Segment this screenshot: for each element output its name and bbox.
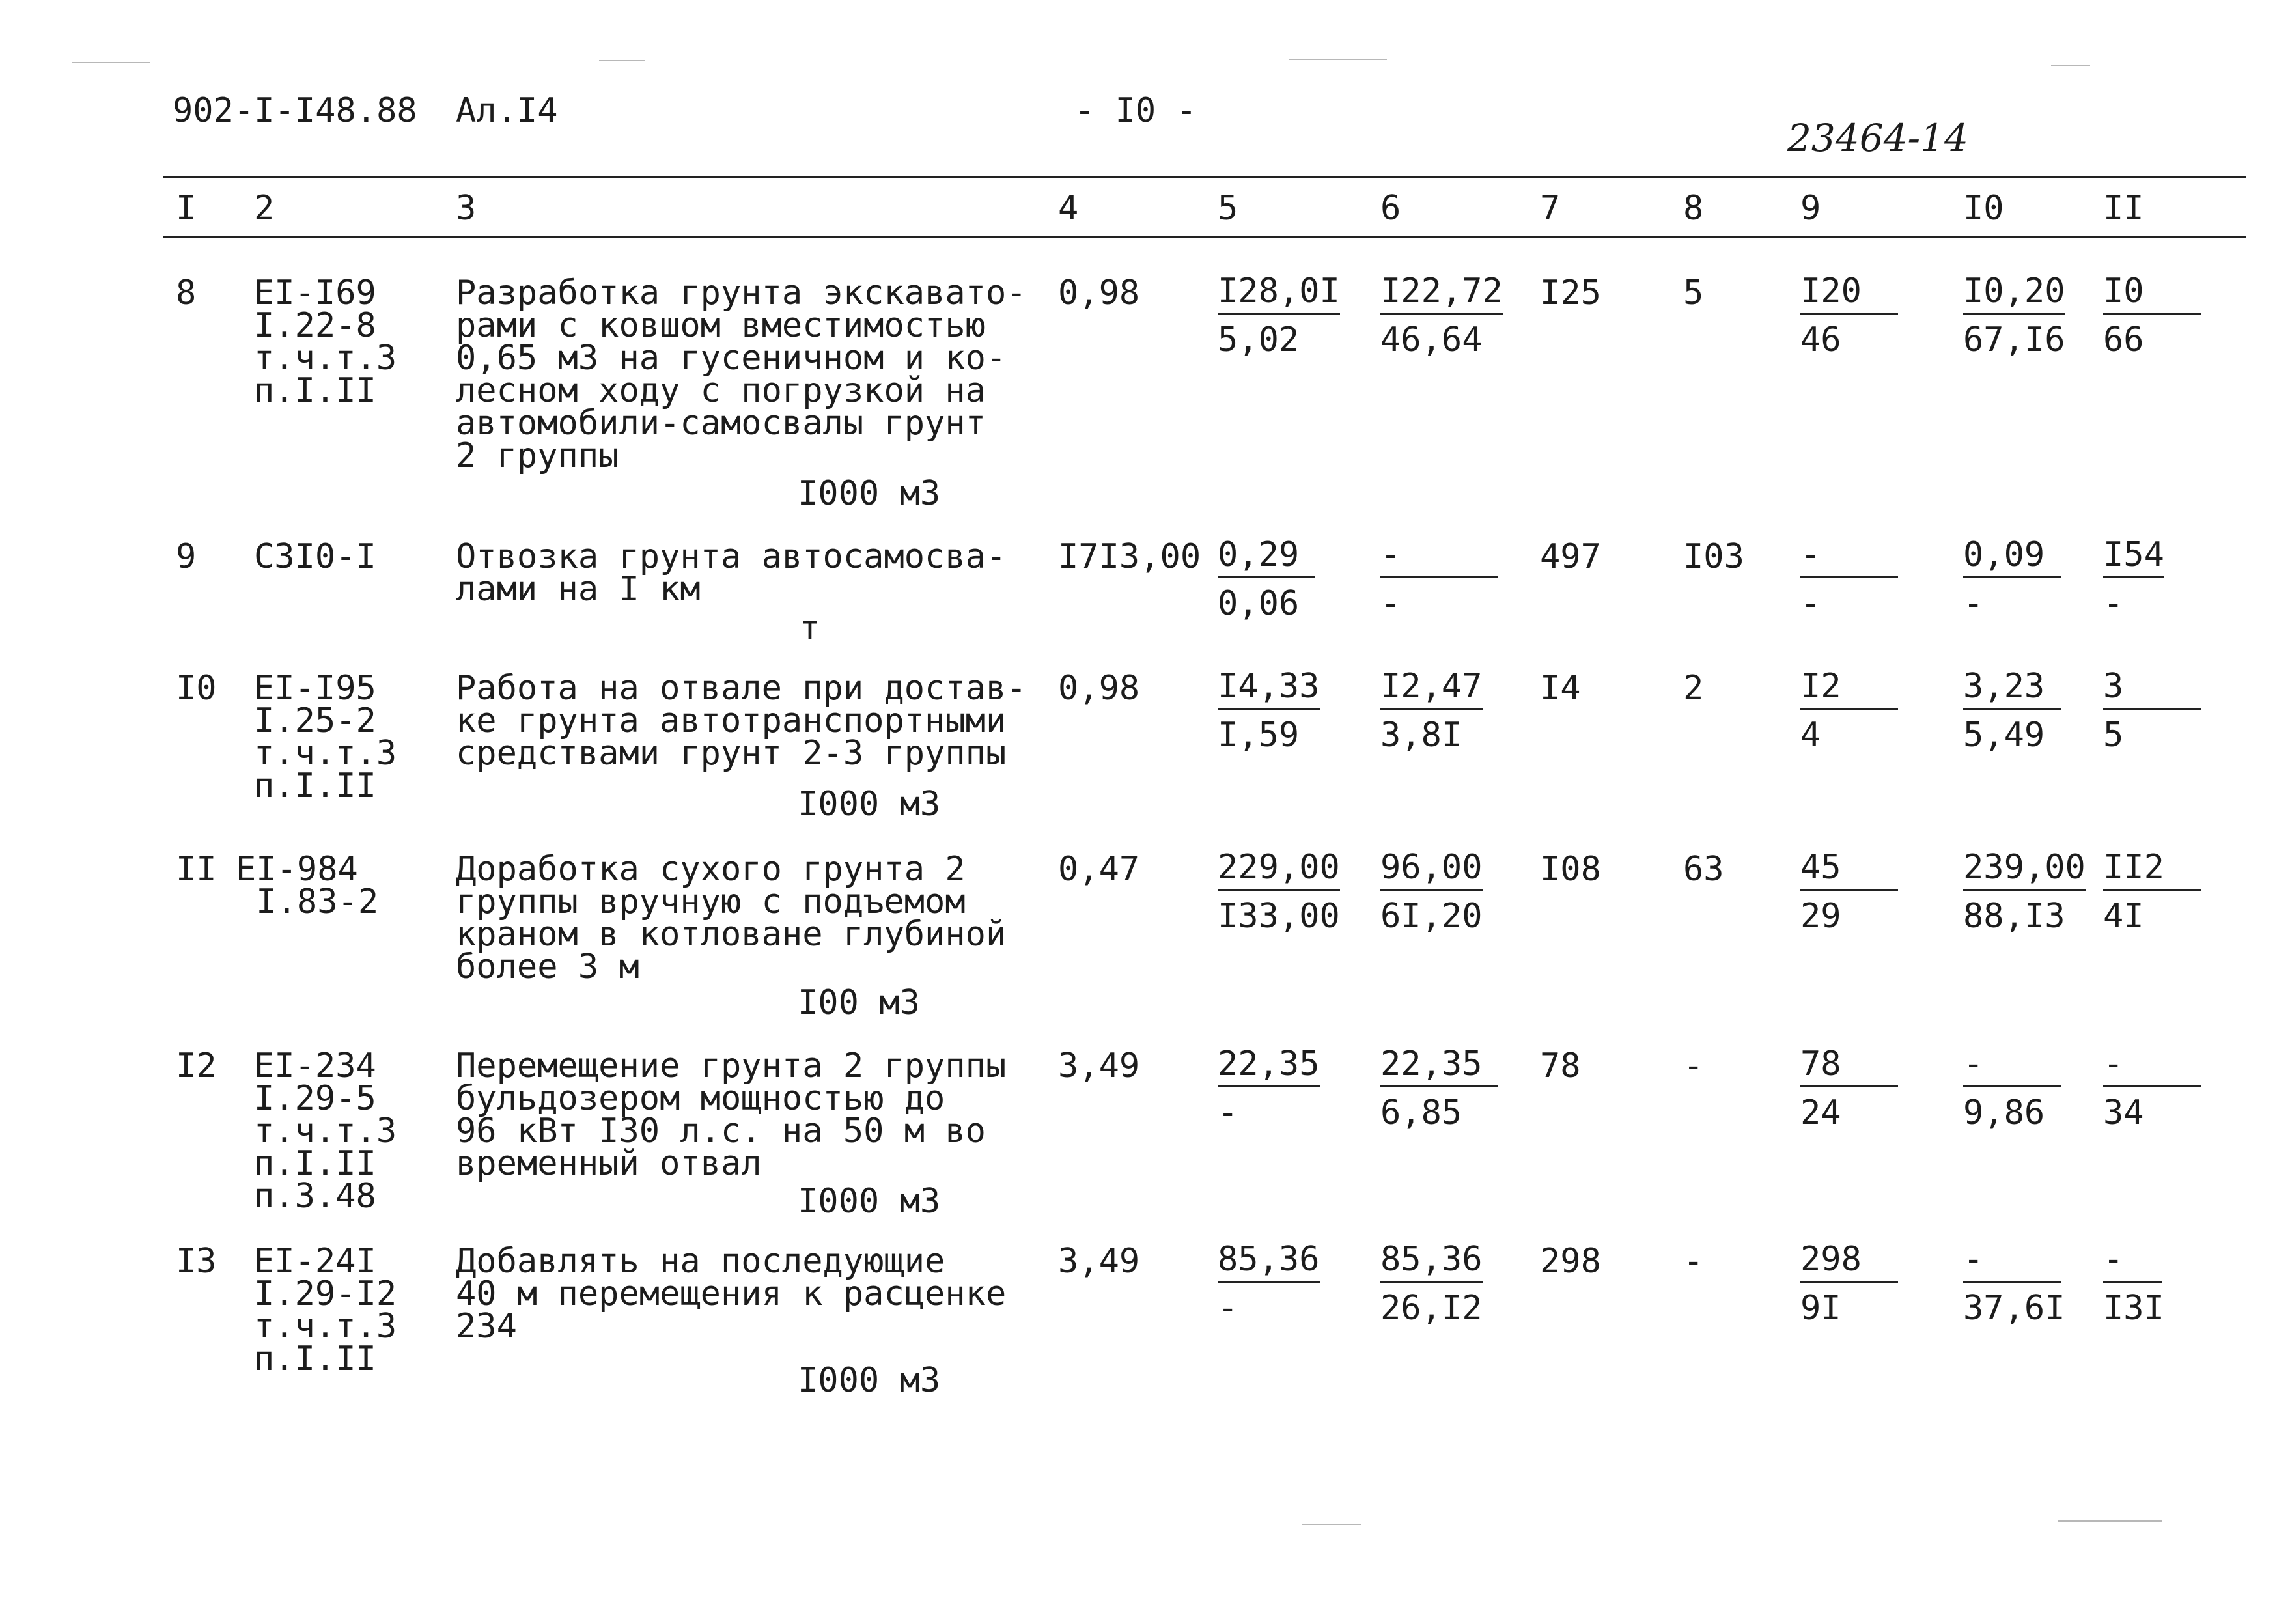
column-header-6: 6 — [1380, 189, 1401, 228]
col8-value: 5 — [1683, 273, 1704, 313]
row-number: I0 — [176, 669, 217, 708]
col6-numerator: 85,36 — [1380, 1242, 1483, 1283]
col9-numerator: 298 — [1800, 1242, 1898, 1283]
work-description: Перемещение грунта 2 группы бульдозером мощностью до 96 кВт I30 л.с. на 50 м во временный отвал — [456, 1046, 1007, 1183]
col6-numerator: 96,00 — [1380, 850, 1483, 891]
col10-denominator: 67,I6 — [1963, 320, 2065, 359]
col11-fraction — [2103, 669, 2201, 753]
column-header-9: 9 — [1800, 189, 1821, 228]
column-header-3: 3 — [456, 189, 477, 228]
col11-denominator: - — [2103, 584, 2124, 623]
scan-speck — [599, 60, 645, 61]
col9-denominator: 24 — [1800, 1093, 1841, 1132]
col9-denominator: 4 — [1800, 716, 1821, 755]
quantity: I7I3,00 — [1058, 537, 1201, 576]
unit-of-measure: I000 м3 — [798, 474, 941, 513]
col6-fraction — [1380, 669, 1483, 753]
col6-denominator: 46,64 — [1380, 320, 1483, 359]
col11-numerator: - — [2103, 1242, 2162, 1283]
col10-numerator: 3,23 — [1963, 669, 2061, 710]
col7-value: 497 — [1540, 537, 1601, 576]
col5-fraction — [1218, 1046, 1320, 1130]
col10-fraction — [1963, 850, 2086, 934]
col11-denominator: 34 — [2103, 1093, 2144, 1132]
col11-fraction — [2103, 1242, 2164, 1326]
unit-of-measure: I00 м3 — [798, 983, 920, 1022]
rate-code: С3I0-I — [254, 537, 376, 576]
col10-fraction — [1963, 1242, 2065, 1326]
col5-fraction — [1218, 273, 1340, 357]
rate-code: EI-I69 I.22-8 т.ч.т.3 п.I.II — [254, 273, 397, 410]
inventory-number-handwritten: 23464-14 — [1787, 116, 1968, 160]
col9-numerator: I2 — [1800, 669, 1898, 710]
col7-value: I4 — [1540, 669, 1581, 708]
unit-of-measure: I000 м3 — [798, 1182, 941, 1221]
col6-denominator: - — [1380, 584, 1401, 623]
quantity: 0,98 — [1058, 273, 1140, 313]
work-description: Добавлять на последующие 40 м перемещения к расценке 234 — [456, 1242, 1007, 1346]
column-header-11: II — [2103, 189, 2144, 228]
col6-numerator: 22,35 — [1380, 1046, 1498, 1087]
document-code: 902-I-I48.88 — [173, 91, 417, 130]
col6-numerator: I2,47 — [1380, 669, 1483, 710]
col11-fraction — [2103, 1046, 2201, 1130]
unit-of-measure: т — [800, 609, 820, 648]
scan-speck — [2058, 1520, 2162, 1522]
col6-fraction — [1380, 1046, 1498, 1130]
col9-numerator: - — [1800, 537, 1898, 578]
col5-fraction — [1218, 850, 1340, 934]
col5-denominator: 5,02 — [1218, 320, 1300, 359]
col10-numerator: 0,09 — [1963, 537, 2061, 578]
col7-value: 298 — [1540, 1242, 1601, 1281]
col5-fraction — [1218, 669, 1320, 753]
sheet-number: Ал.I4 — [456, 91, 558, 130]
col5-numerator: I28,0I — [1218, 273, 1340, 315]
col11-denominator: 4I — [2103, 897, 2144, 936]
col11-denominator: I3I — [2103, 1289, 2164, 1328]
col8-value: - — [1683, 1242, 1704, 1281]
row-number: 8 — [176, 273, 197, 313]
quantity: 0,47 — [1058, 850, 1140, 889]
col5-numerator: I4,33 — [1218, 669, 1320, 710]
col8-value: - — [1683, 1046, 1704, 1085]
col10-numerator: 239,00 — [1963, 850, 2086, 891]
row-number: 9 — [176, 537, 197, 576]
col6-denominator: 6,85 — [1380, 1093, 1462, 1132]
col5-fraction — [1218, 1242, 1320, 1326]
col5-denominator: I,59 — [1218, 716, 1300, 755]
rate-code: EI-234 I.29-5 т.ч.т.3 п.I.II п.3.48 — [254, 1046, 397, 1216]
col10-denominator: - — [1963, 584, 1984, 623]
unit-of-measure: I000 м3 — [798, 785, 941, 824]
work-description: Отвозка грунта автосамосва- лами на I км — [456, 537, 1007, 609]
col9-numerator: 45 — [1800, 850, 1898, 891]
col9-numerator: 78 — [1800, 1046, 1898, 1087]
col10-fraction — [1963, 273, 2065, 357]
col9-fraction — [1800, 669, 1898, 753]
col10-denominator: 88,I3 — [1963, 897, 2065, 936]
col11-fraction — [2103, 850, 2201, 934]
col6-fraction — [1380, 850, 1483, 934]
col10-fraction — [1963, 1046, 2061, 1130]
col7-value: 78 — [1540, 1046, 1581, 1085]
col5-numerator: 85,36 — [1218, 1242, 1320, 1283]
col11-fraction — [2103, 273, 2201, 357]
col6-denominator: 26,I2 — [1380, 1289, 1483, 1328]
row-number: I2 — [176, 1046, 217, 1085]
col5-denominator: - — [1218, 1093, 1238, 1132]
work-description: Работа на отвале при достав- ке грунта автотранспортными средствами грунт 2-3 группы — [456, 669, 1027, 773]
unit-of-measure: I000 м3 — [798, 1361, 941, 1400]
col6-denominator: 3,8I — [1380, 716, 1462, 755]
col11-denominator: 66 — [2103, 320, 2144, 359]
row-number: II — [176, 850, 217, 889]
work-description: Доработка сухого грунта 2 группы вручную с подъемом краном в котловане глубиной более 3 м — [456, 850, 1007, 987]
rate-code: EI-984 I.83-2 — [236, 850, 379, 921]
col6-denominator: 6I,20 — [1380, 897, 1483, 936]
work-description: Разработка грунта экскавато- рами с ковшом вместимостью 0,65 м3 на гусеничном и ко- лесном ходу с погрузкой на автомобили-самосвалы грунт 2 группы — [456, 273, 1027, 475]
col9-fraction — [1800, 1242, 1898, 1326]
col10-numerator: - — [1963, 1046, 2061, 1087]
col5-denominator: 0,06 — [1218, 584, 1300, 623]
scan-speck — [72, 62, 150, 63]
col10-numerator: I0,20 — [1963, 273, 2065, 315]
quantity: 0,98 — [1058, 669, 1140, 708]
column-header-5: 5 — [1218, 189, 1238, 228]
col9-denominator: 46 — [1800, 320, 1841, 359]
col10-fraction — [1963, 669, 2061, 753]
col5-denominator: I33,00 — [1218, 897, 1340, 936]
column-header-10: I0 — [1963, 189, 2004, 228]
scan-speck — [2051, 65, 2090, 66]
column-header-8: 8 — [1683, 189, 1704, 228]
rate-code: EI-I95 I.25-2 т.ч.т.3 п.I.II — [254, 669, 397, 805]
col11-numerator: 3 — [2103, 669, 2201, 710]
col5-numerator: 0,29 — [1218, 537, 1315, 578]
col6-numerator: - — [1380, 537, 1498, 578]
col5-numerator: 229,00 — [1218, 850, 1340, 891]
col11-numerator: II2 — [2103, 850, 2201, 891]
col9-fraction — [1800, 273, 1898, 357]
col7-value: I08 — [1540, 850, 1601, 889]
col8-value: I03 — [1683, 537, 1744, 576]
col10-numerator: - — [1963, 1242, 2061, 1283]
column-header-2: 2 — [254, 189, 275, 228]
col6-fraction — [1380, 273, 1503, 357]
col8-value: 63 — [1683, 850, 1724, 889]
col9-denominator: - — [1800, 584, 1821, 623]
scan-speck — [1289, 59, 1387, 60]
col6-fraction — [1380, 537, 1498, 621]
column-header-7: 7 — [1540, 189, 1561, 228]
col9-numerator: I20 — [1800, 273, 1898, 315]
quantity: 3,49 — [1058, 1242, 1140, 1281]
col10-denominator: 5,49 — [1963, 716, 2045, 755]
col10-fraction — [1963, 537, 2061, 621]
col9-denominator: 9I — [1800, 1289, 1841, 1328]
col7-value: I25 — [1540, 273, 1601, 313]
col11-numerator: I54 — [2103, 537, 2164, 578]
col5-numerator: 22,35 — [1218, 1046, 1320, 1087]
col11-numerator: I0 — [2103, 273, 2201, 315]
col6-numerator: I22,72 — [1380, 273, 1503, 315]
header-bottom-rule — [163, 236, 2246, 238]
col9-denominator: 29 — [1800, 897, 1841, 936]
column-header-1: I — [176, 189, 197, 228]
col9-fraction — [1800, 1046, 1898, 1130]
col9-fraction — [1800, 537, 1898, 621]
col6-fraction — [1380, 1242, 1483, 1326]
col11-fraction — [2103, 537, 2164, 621]
col10-denominator: 37,6I — [1963, 1289, 2065, 1328]
col11-numerator: - — [2103, 1046, 2201, 1087]
col5-denominator: - — [1218, 1289, 1238, 1328]
table-top-rule — [163, 176, 2246, 178]
col8-value: 2 — [1683, 669, 1704, 708]
column-header-4: 4 — [1058, 189, 1079, 228]
col11-denominator: 5 — [2103, 716, 2124, 755]
col5-fraction — [1218, 537, 1315, 621]
col10-denominator: 9,86 — [1963, 1093, 2045, 1132]
scan-speck — [1302, 1524, 1361, 1525]
row-number: I3 — [176, 1242, 217, 1281]
page-number: - I0 - — [1074, 91, 1197, 130]
quantity: 3,49 — [1058, 1046, 1140, 1085]
rate-code: EI-24I I.29-I2 т.ч.т.3 п.I.II — [254, 1242, 397, 1379]
col9-fraction — [1800, 850, 1898, 934]
